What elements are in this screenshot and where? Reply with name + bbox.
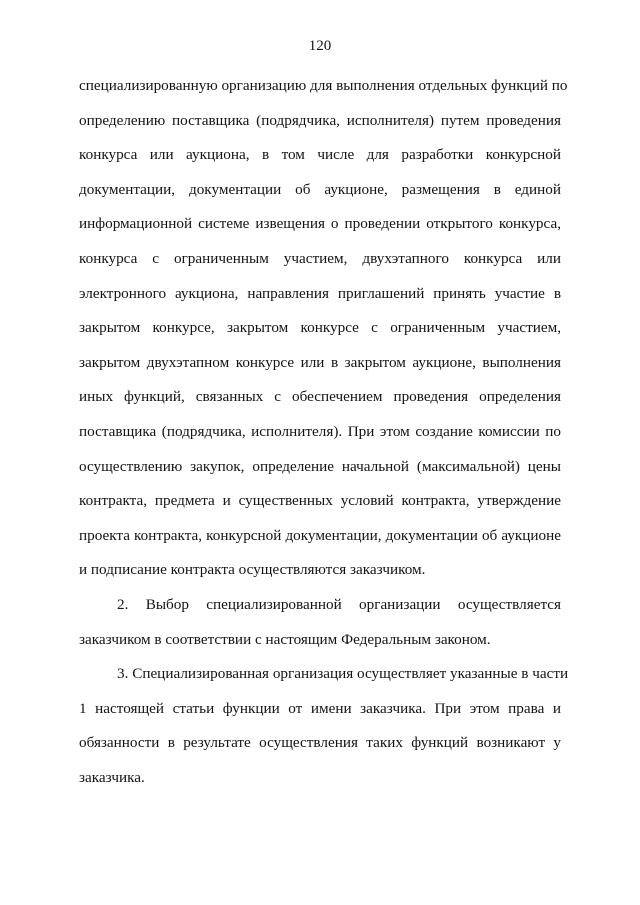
text-line: заказчиком в соответствии с настоящим Федеральным законом.: [79, 630, 491, 648]
text-line: обязанности в результате осуществления таких функций возникают у: [79, 734, 561, 752]
page-number: 120: [308, 38, 332, 54]
text-line: контракта, предмета и существенных условий контракта, утверждение: [79, 492, 561, 510]
text-line: 1 настоящей статьи функции от имени заказчика. При этом права и: [79, 699, 561, 717]
text-line: 3. Специализированная организация осуществляет указанные в части: [117, 665, 569, 683]
paragraph-2: [79, 595, 561, 664]
text-line: закрытом конкурсе, закрытом конкурсе с ограниченным участием,: [79, 319, 561, 337]
text-line: 2. Выбор специализированной организации осуществляется: [117, 595, 561, 613]
text-line: электронного аукциона, направления приглашений принять участие в: [79, 284, 561, 302]
document-body: [79, 76, 569, 802]
text-line: закрытом двухэтапном конкурсе или в закрытом аукционе, выполнения: [79, 353, 561, 371]
text-line: заказчика.: [79, 768, 145, 786]
text-line: проекта контракта, конкурсной документации, документации об аукционе: [79, 526, 561, 544]
text-line: конкурса с ограниченным участием, двухэтапного конкурса или: [79, 249, 561, 267]
paragraph-3: [79, 664, 569, 802]
text-line: иных функций, связанных с обеспечением проведения определения: [79, 388, 561, 406]
text-line: специализированную организацию для выполнения отдельных функций по: [79, 77, 568, 94]
text-line: информационной системе извещения о проведении открытого конкурса,: [79, 215, 561, 233]
text-line: и подписание контракта осуществляются заказчиком.: [79, 561, 426, 579]
paragraph-1: [79, 76, 568, 595]
text-line: определению поставщика (подрядчика, исполнителя) путем проведения: [79, 111, 561, 129]
text-line: осуществлению закупок, определение начальной (максимальной) цены: [79, 457, 561, 475]
text-line: конкурса или аукциона, в том числе для разработки конкурсной: [79, 146, 561, 164]
text-line: поставщика (подрядчика, исполнителя). При этом создание комиссии по: [79, 422, 561, 440]
text-line: документации, документации об аукционе, размещения в единой: [79, 180, 561, 198]
